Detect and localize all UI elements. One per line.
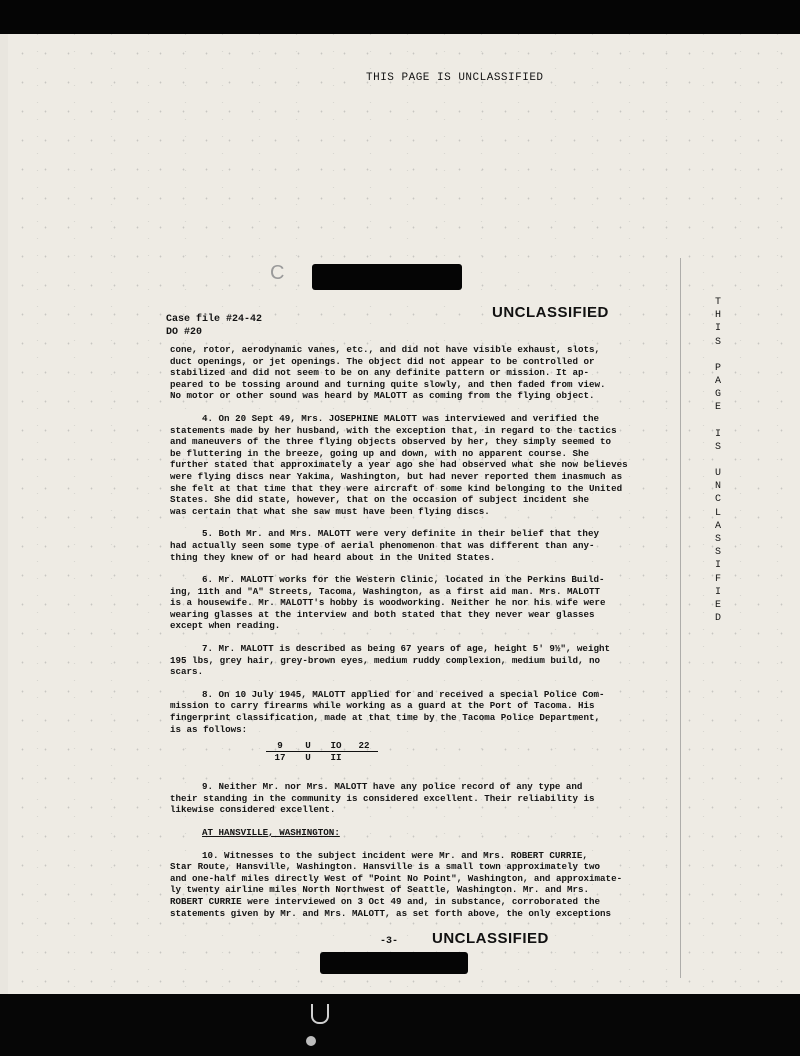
paragraph-group-a bbox=[170, 344, 660, 735]
redaction-bar-top bbox=[312, 264, 462, 290]
paragraph-line: stabilized and did not seem to be on any definite pattern or mission. It ap- bbox=[170, 367, 590, 379]
side-banner-letter: A bbox=[714, 520, 721, 532]
side-banner-letter: G bbox=[714, 389, 721, 401]
binder-hole-icon bbox=[306, 1036, 316, 1046]
paragraph-line: peared to be tossing around and turning quite slowly, and then faded from view. bbox=[170, 378, 606, 390]
paragraph-line: States. She did state, however, that on the occasion of subject incident she bbox=[170, 494, 590, 506]
paragraph bbox=[170, 689, 660, 735]
paragraph-line: and maneuvers of the three flying objects observed by her, they simply seemed to bbox=[170, 436, 612, 448]
paragraph-line: 195 lbs, grey hair, grey-brown eyes, medium ruddy complexion, medium build, no bbox=[170, 654, 601, 666]
paragraph-line: 8. On 10 July 1945, MALOTT applied for and received a special Police Com- bbox=[202, 688, 605, 700]
faint-confidential-stamp: C bbox=[270, 262, 287, 284]
paragraph-line: had actually seen some type of aerial phenomenon that was different than any- bbox=[170, 539, 595, 551]
paragraph-group-c bbox=[170, 850, 660, 920]
fingerprint-bottom-3 bbox=[350, 752, 378, 763]
fingerprint-top-0: 9 bbox=[266, 740, 294, 752]
paragraph-line: she felt at that time that they were aircraft of some kind belonging to the United bbox=[170, 482, 623, 494]
side-banner-letter: N bbox=[714, 481, 721, 493]
paragraph-line: cone, rotor, aerodynamic vanes, etc., and did not have visible exhaust, slots, bbox=[170, 344, 601, 355]
paragraph-line: 5. Both Mr. and Mrs. MALOTT were very definite in their belief that they bbox=[202, 528, 599, 540]
paragraph-line: their standing in the community is considered excellent. Their reliability is bbox=[170, 792, 595, 804]
side-banner-letter: I bbox=[714, 428, 721, 440]
fingerprint-top-1: U bbox=[294, 740, 322, 752]
binder-clip-icon bbox=[311, 1004, 329, 1024]
side-banner-letter: S bbox=[714, 534, 721, 546]
paragraph-line: 7. Mr. MALOTT is described as being 67 years of age, height 5' 9½", weight bbox=[202, 643, 610, 655]
fingerprint-bottom-0: 17 bbox=[274, 752, 286, 764]
side-banner-letter bbox=[708, 415, 728, 428]
paragraph-line: likewise considered excellent. bbox=[170, 804, 336, 816]
paragraph-line: fingerprint classification, made at that time by the Tacoma Police Department, bbox=[170, 712, 601, 724]
paragraph-line: 10. Witnesses to the subject incident were Mr. and Mrs. ROBERT CURRIE, bbox=[202, 849, 588, 861]
paragraph-line: further stated that approximately a year ago she had observed what she now believes bbox=[170, 459, 628, 471]
case-file-header bbox=[166, 313, 262, 339]
side-banner-letter: A bbox=[714, 376, 721, 388]
side-banner-letter: S bbox=[714, 547, 721, 559]
side-banner-letter: T bbox=[714, 297, 721, 308]
side-banner-letter: F bbox=[714, 573, 721, 585]
case-file-number: Case file #24-42 bbox=[166, 314, 263, 325]
paragraph-line: be fluttering in the breeze, going up and down, with no apparent course. She bbox=[170, 447, 590, 459]
scan-top-border bbox=[0, 0, 800, 34]
paragraph-line: 6. Mr. MALOTT works for the Western Clinic, located in the Perkins Build- bbox=[202, 574, 605, 586]
paragraph-line: except when reading. bbox=[170, 620, 281, 632]
unclassified-stamp-footer: UNCLASSIFIED bbox=[432, 930, 549, 947]
scan-bottom-border bbox=[0, 994, 800, 1056]
fingerprint-bottom-1: U bbox=[305, 752, 311, 764]
side-banner-letter: I bbox=[714, 323, 721, 335]
side-banner-letter bbox=[708, 349, 728, 362]
paragraph-line: mission to carry firearms while working as a guard at the Port of Tacoma. His bbox=[170, 700, 595, 712]
paragraph-line: and one-half miles directly West of "Point No Point", Washington, and approximate- bbox=[170, 872, 623, 884]
paragraph-line: 4. On 20 Sept 49, Mrs. JOSEPHINE MALOTT was interviewed and verified the bbox=[202, 412, 599, 424]
scan-edge-line bbox=[680, 258, 681, 978]
paragraph bbox=[170, 528, 660, 563]
top-classification-banner: THIS PAGE IS UNCLASSIFIED bbox=[366, 72, 544, 84]
document-body bbox=[170, 344, 660, 930]
fingerprint-top-3: 22 bbox=[350, 740, 378, 752]
redaction-bar-bottom bbox=[320, 952, 468, 974]
paragraph-line: is a housewife. Mr. MALOTT's hobby is woodworking. Neither he nor his wife were bbox=[170, 597, 606, 609]
paragraph bbox=[170, 413, 660, 517]
side-banner-letter: U bbox=[714, 468, 721, 480]
side-banner-letter: I bbox=[714, 586, 721, 598]
side-banner-letter: E bbox=[714, 600, 721, 612]
side-classification-banner bbox=[708, 296, 728, 625]
paragraph-line: Star Route, Hansville, Washington. Hansville is a small town approximately two bbox=[170, 861, 601, 873]
paragraph bbox=[170, 344, 660, 402]
side-banner-letter: I bbox=[714, 560, 721, 572]
paragraph-line: duct openings, or jet openings. The object did not appear to be controlled or bbox=[170, 355, 595, 367]
side-banner-letter bbox=[708, 454, 728, 467]
unclassified-stamp-header: UNCLASSIFIED bbox=[492, 304, 609, 321]
paragraph-line: were flying discs near Yakima, Washington, but had never reported them inasmuch as bbox=[170, 470, 623, 482]
paragraph bbox=[170, 574, 660, 632]
fingerprint-top-2: IO bbox=[322, 740, 350, 752]
paragraph-line: No motor or other sound was heard by MALOTT as coming from the flying object. bbox=[170, 390, 595, 402]
paragraph bbox=[170, 850, 660, 920]
side-banner-letter: D bbox=[714, 613, 721, 625]
paragraph-line: ROBERT CURRIE were interviewed on 3 Oct 49 and, in substance, corroborated the bbox=[170, 895, 601, 907]
paragraph-line: wearing glasses at the interview and both stated that they never wear glasses bbox=[170, 608, 595, 620]
side-banner-letter: L bbox=[714, 507, 721, 519]
side-banner-letter: S bbox=[714, 441, 721, 453]
page-number: -3- bbox=[380, 936, 399, 947]
paragraph-group-b bbox=[170, 781, 660, 816]
fingerprint-bottom-2: II bbox=[330, 752, 342, 764]
paragraph-line: ing, 11th and "A" Streets, Tacoma, Washington, as a first aid man. Mrs. MALOTT bbox=[170, 585, 601, 597]
paragraph-line: is as follows: bbox=[170, 723, 248, 735]
paragraph-line: statements made by her husband, with the exception that, in regard to the tactics bbox=[170, 424, 617, 436]
fingerprint-classification bbox=[266, 740, 660, 763]
paragraph-line: thing they knew of or had heard about in the United States. bbox=[170, 551, 496, 563]
section-heading: AT HANSVILLE, WASHINGTON: bbox=[202, 827, 340, 838]
paragraph-line: scars. bbox=[170, 666, 204, 678]
do-number: DO #20 bbox=[166, 327, 203, 338]
side-banner-letter: P bbox=[714, 362, 721, 374]
paragraph-line: 9. Neither Mr. nor Mrs. MALOTT have any police record of any type and bbox=[202, 781, 583, 793]
side-banner-letter: S bbox=[714, 336, 721, 348]
side-banner-letter: E bbox=[714, 402, 721, 414]
side-banner-letter: H bbox=[714, 310, 721, 322]
paragraph bbox=[170, 643, 660, 678]
paragraph bbox=[170, 781, 660, 816]
paragraph-line: ly twenty airline miles North Northwest of Seattle, Washington. Mr. and Mrs. bbox=[170, 884, 590, 896]
side-banner-letter: C bbox=[714, 494, 721, 506]
paragraph-line: statements given by Mr. and Mrs. MALOTT, as set forth above, the only exceptions bbox=[170, 907, 612, 919]
paragraph-line: was certain that what she saw must have been flying discs. bbox=[170, 505, 490, 517]
